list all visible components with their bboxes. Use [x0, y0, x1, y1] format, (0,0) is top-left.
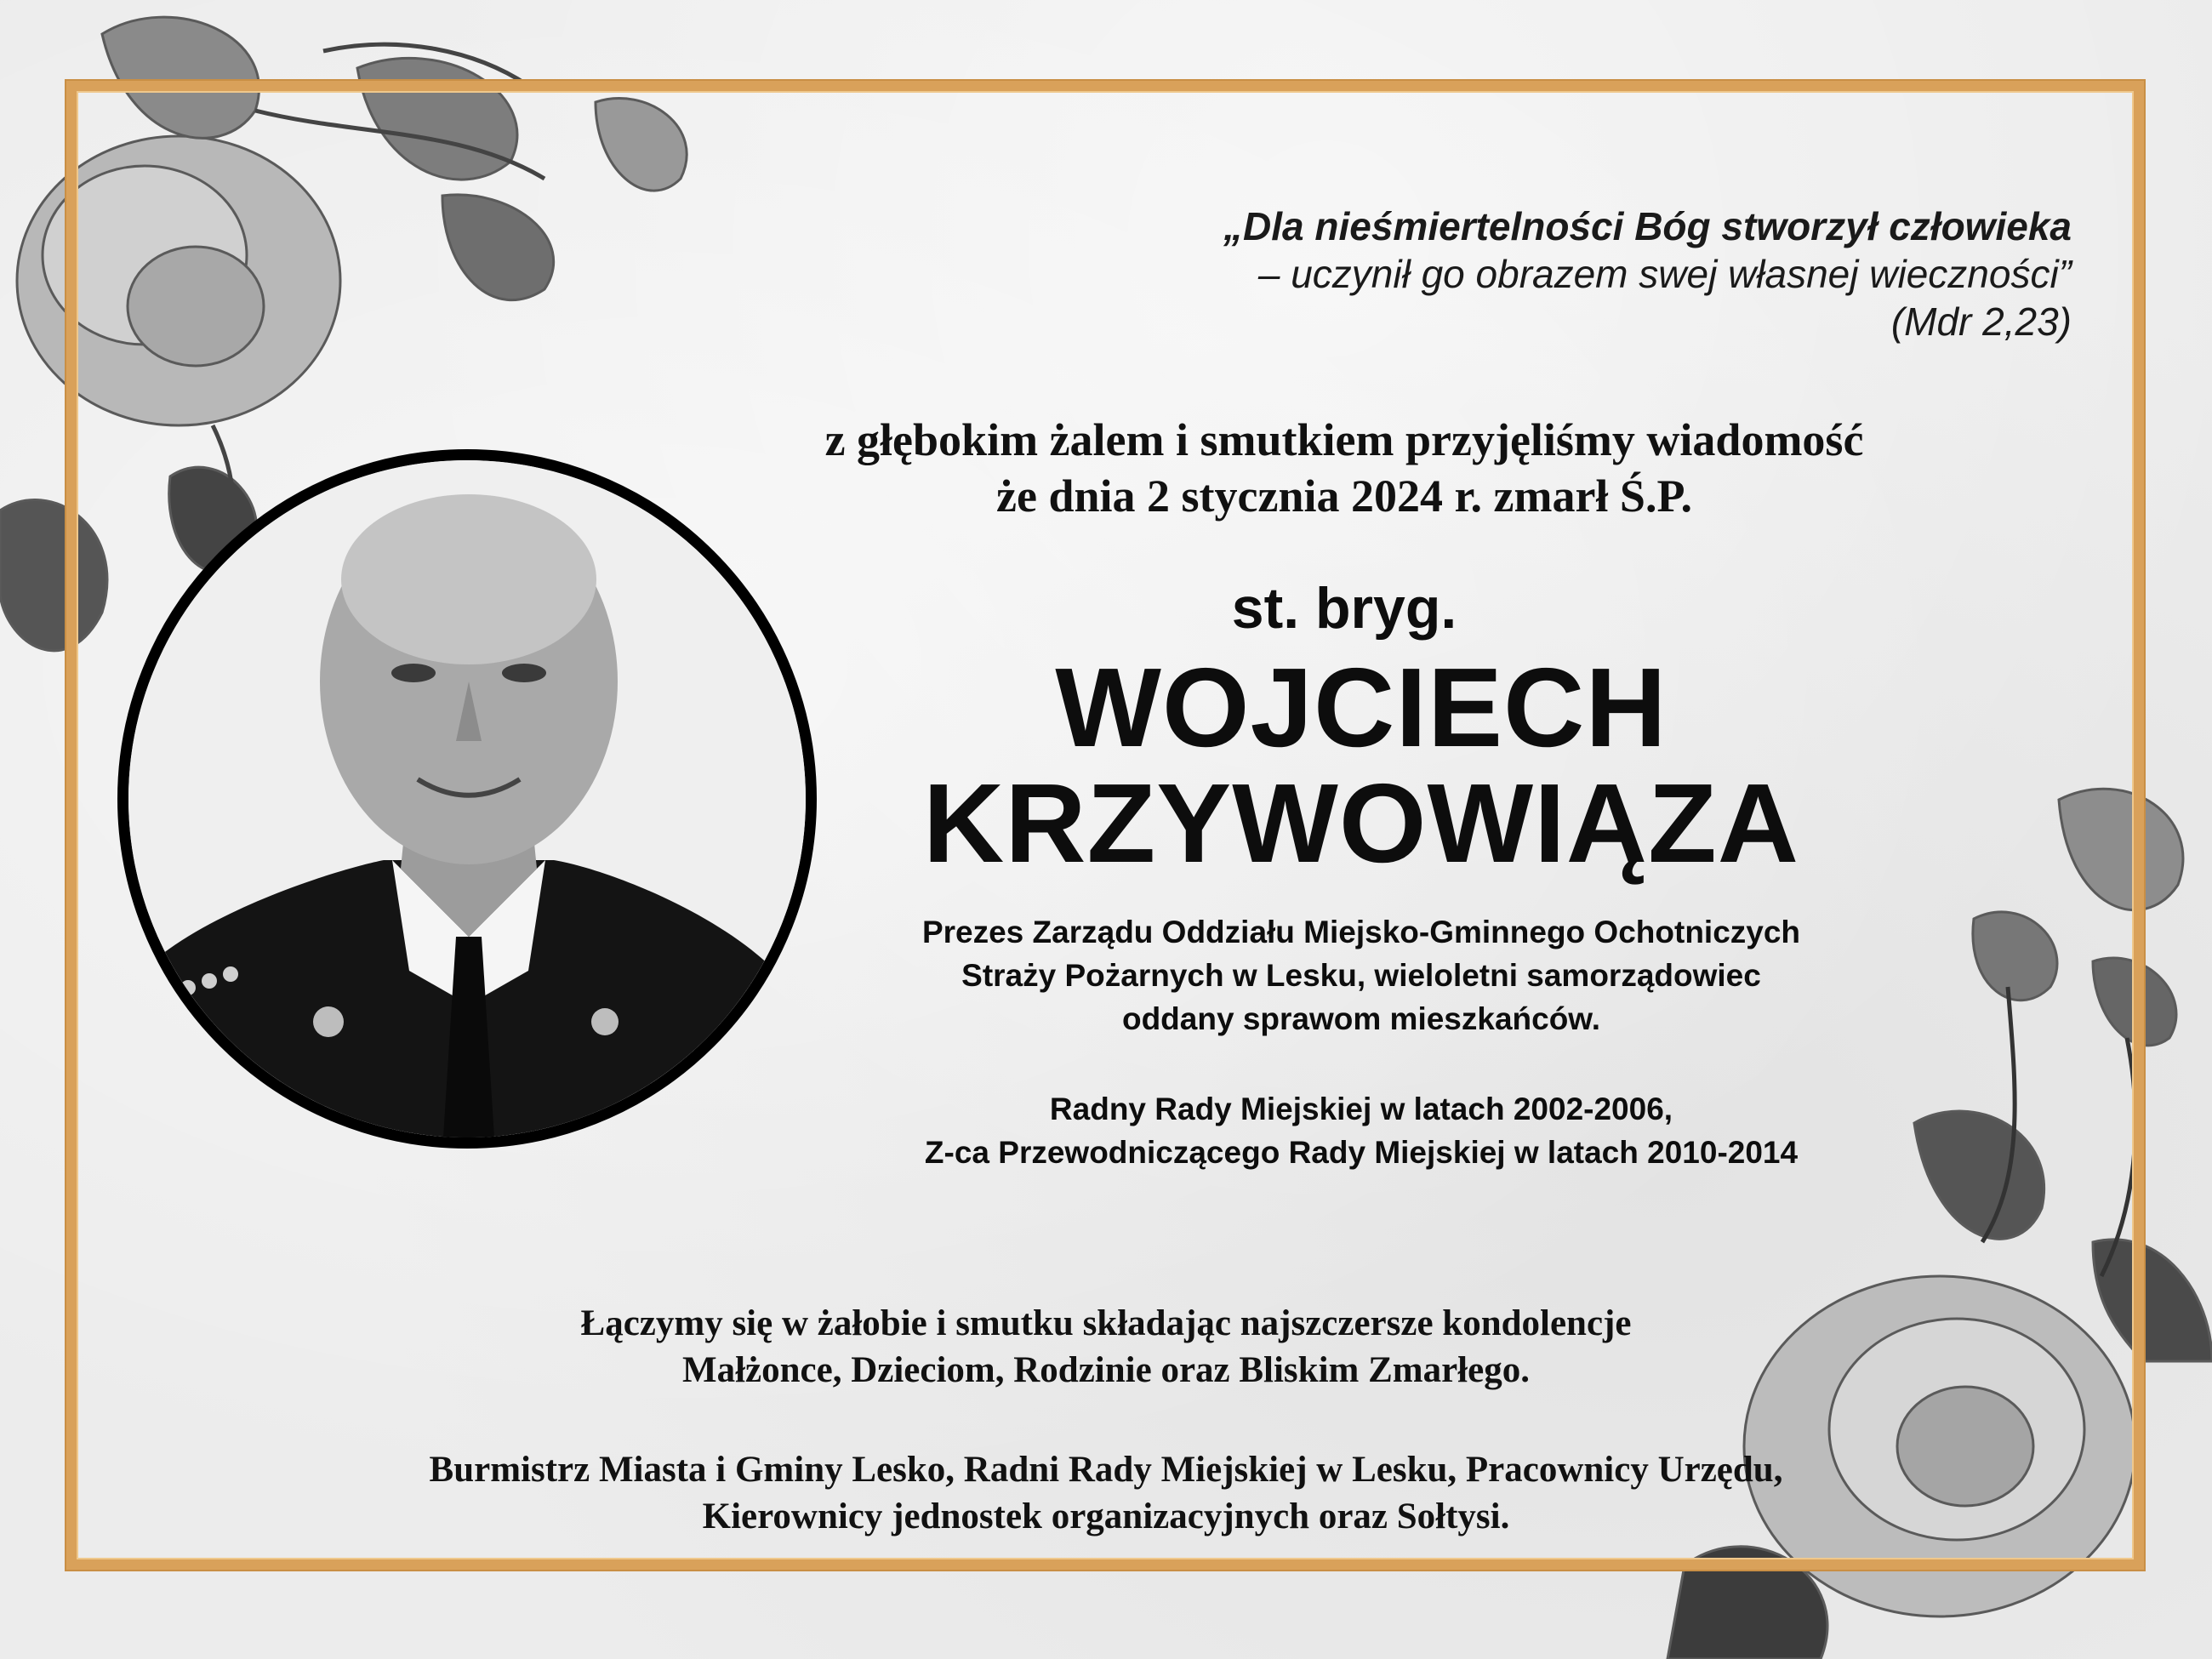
council-line: Z-ca Przewodniczącego Rady Miejskiej w latach 2010-2014: [924, 1135, 1799, 1170]
signature-text: [255, 1446, 1957, 1540]
council-line: Radny Rady Miejskiej w latach 2002-2006,: [1049, 1092, 1673, 1126]
condolences-line: Małżonce, Dzieciom, Rodzinie oraz Bliskim Zmarłego.: [682, 1350, 1530, 1390]
condolences-line: Łączymy się w żałobie i smutku składając najszczersze kondolencje: [580, 1303, 1632, 1343]
portrait-photo: [117, 449, 817, 1149]
role-line: Straży Pożarnych w Lesku, wieloletni samorządowiec: [961, 958, 1761, 993]
role-description: [834, 910, 1889, 1040]
quote-source: (Mdr 2,23): [1890, 299, 2072, 344]
signature-line: Kierownicy jednostek organizacyjnych oraz Sołtysi.: [702, 1497, 1510, 1536]
signature-line: Burmistrz Miasta i Gminy Lesko, Radni Rady Miejskiej w Lesku, Pracownicy Urzędu,: [429, 1450, 1783, 1490]
condolences-text: [255, 1300, 1957, 1394]
council-description: [834, 1087, 1889, 1174]
role-line: Prezes Zarządu Oddziału Miejsko-Gminnego Ochotniczych: [921, 915, 1801, 949]
role-line: oddany sprawom mieszkańców.: [1121, 1001, 1600, 1036]
quote-line-2: – uczynił go obrazem swej własnej wieczności”: [1257, 252, 2072, 296]
quote-line-1: „Dla nieśmiertelności Bóg stworzył człowieka: [1223, 204, 2072, 248]
portrait-silhouette-icon: [128, 460, 806, 1137]
deceased-first-name: WOJCIECH: [1055, 645, 1668, 770]
announcement-line-1: z głębokim żalem i smutkiem przyjęliśmy wiadomość: [824, 414, 1864, 465]
deceased-last-name: KRZYWOWIĄZA: [922, 761, 1800, 886]
bible-quote: [1223, 202, 2072, 345]
deceased-rank: st. bryg.: [1231, 576, 1457, 641]
announcement-line-2: że dnia 2 stycznia 2024 r. zmarł Ś.P.: [996, 470, 1692, 522]
